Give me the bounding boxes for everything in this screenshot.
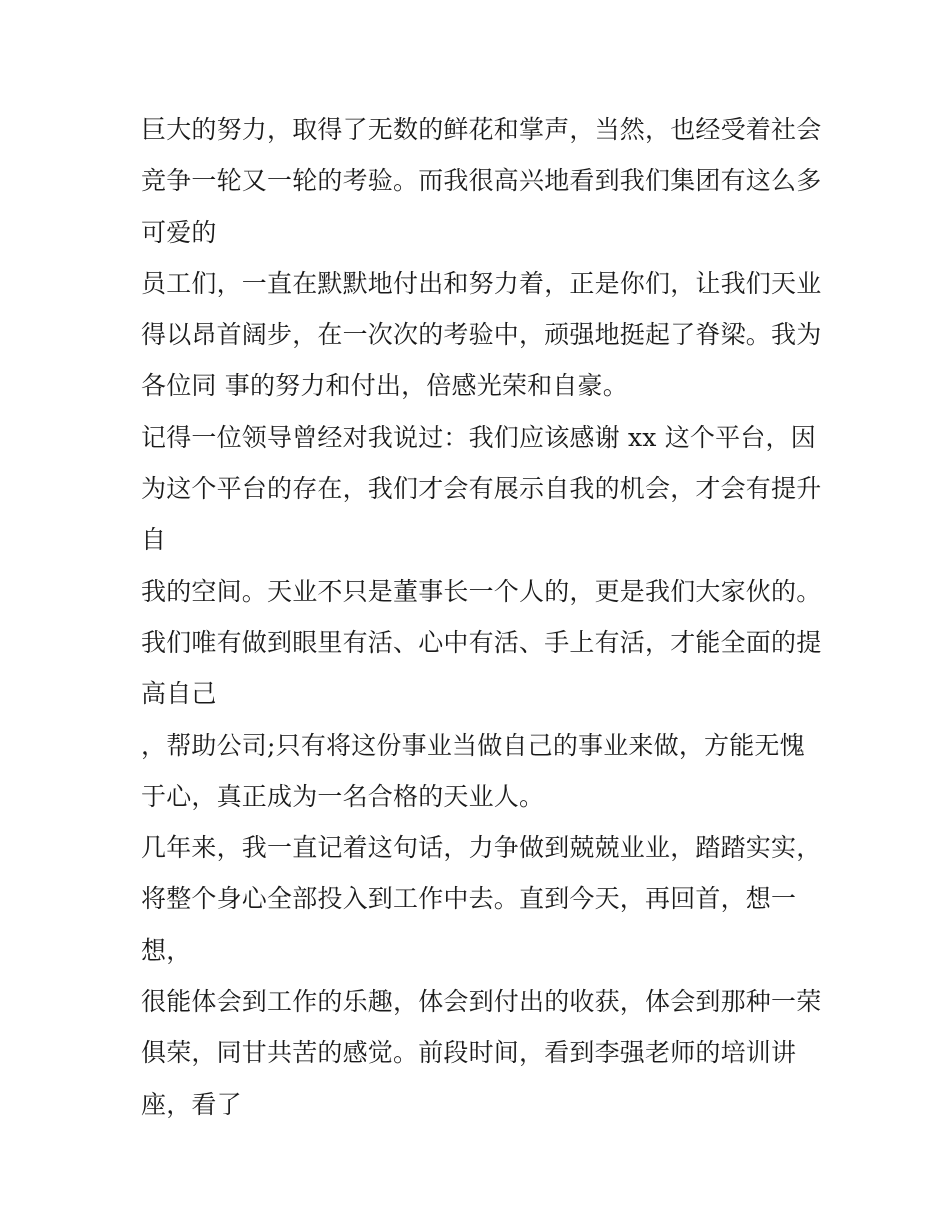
text-line: 高自己 [141, 679, 217, 709]
text-line: 于心，真正成为一名合格的天业人。 [141, 781, 545, 811]
body-text [141, 104, 831, 1130]
text-line: 为这个平台的存在，我们才会有展示自我的机会，才会有提升 [141, 474, 822, 504]
text-line: 我的空间。天业不只是董事长一个人的，更是我们大家伙的。 [141, 576, 822, 606]
text-line: 座，看了 [141, 1089, 242, 1119]
text-line: 很能体会到工作的乐趣，体会到付出的收获，体会到那种一荣 [141, 987, 822, 1017]
text-line: 将整个身心全部投入到工作中去。直到今天，再回首，想一 [141, 884, 797, 914]
text-line: 俱荣，同甘共苦的感觉。前段时间，看到李强老师的培训讲 [141, 1038, 797, 1068]
text-line: 巨大的努力，取得了无数的鲜花和掌声，当然，也经受着社会 [141, 115, 822, 144]
text-line: 我们唯有做到眼里有活、心中有活、手上有活，才能全面的提 [141, 627, 822, 657]
text-line: ，帮助公司;只有将这份事业当做自己的事业来做，方能无愧 [141, 730, 805, 760]
text-line: 几年来，我一直记着这句话，力争做到兢兢业业，踏踏实实， [141, 833, 822, 863]
text-line: 竞争一轮又一轮的考验。而我很高兴地看到我们集团有这么多 [141, 166, 822, 196]
text-line: 各位同 事的努力和付出，倍感光荣和自豪。 [141, 371, 628, 401]
text-line: 员工们，一直在默默地付出和努力着，正是你们，让我们天业 [141, 268, 822, 298]
text-line: 可爱的 [141, 217, 217, 247]
text-line: 想， [141, 935, 192, 965]
text-line: 得以昂首阔步，在一次次的考验中，顽强地挺起了脊梁。我为 [141, 320, 822, 350]
text-line: 自 [141, 525, 167, 555]
text-line: 记得一位领导曾经对我说过：我们应该感谢 xx 这个平台，因 [141, 422, 816, 452]
